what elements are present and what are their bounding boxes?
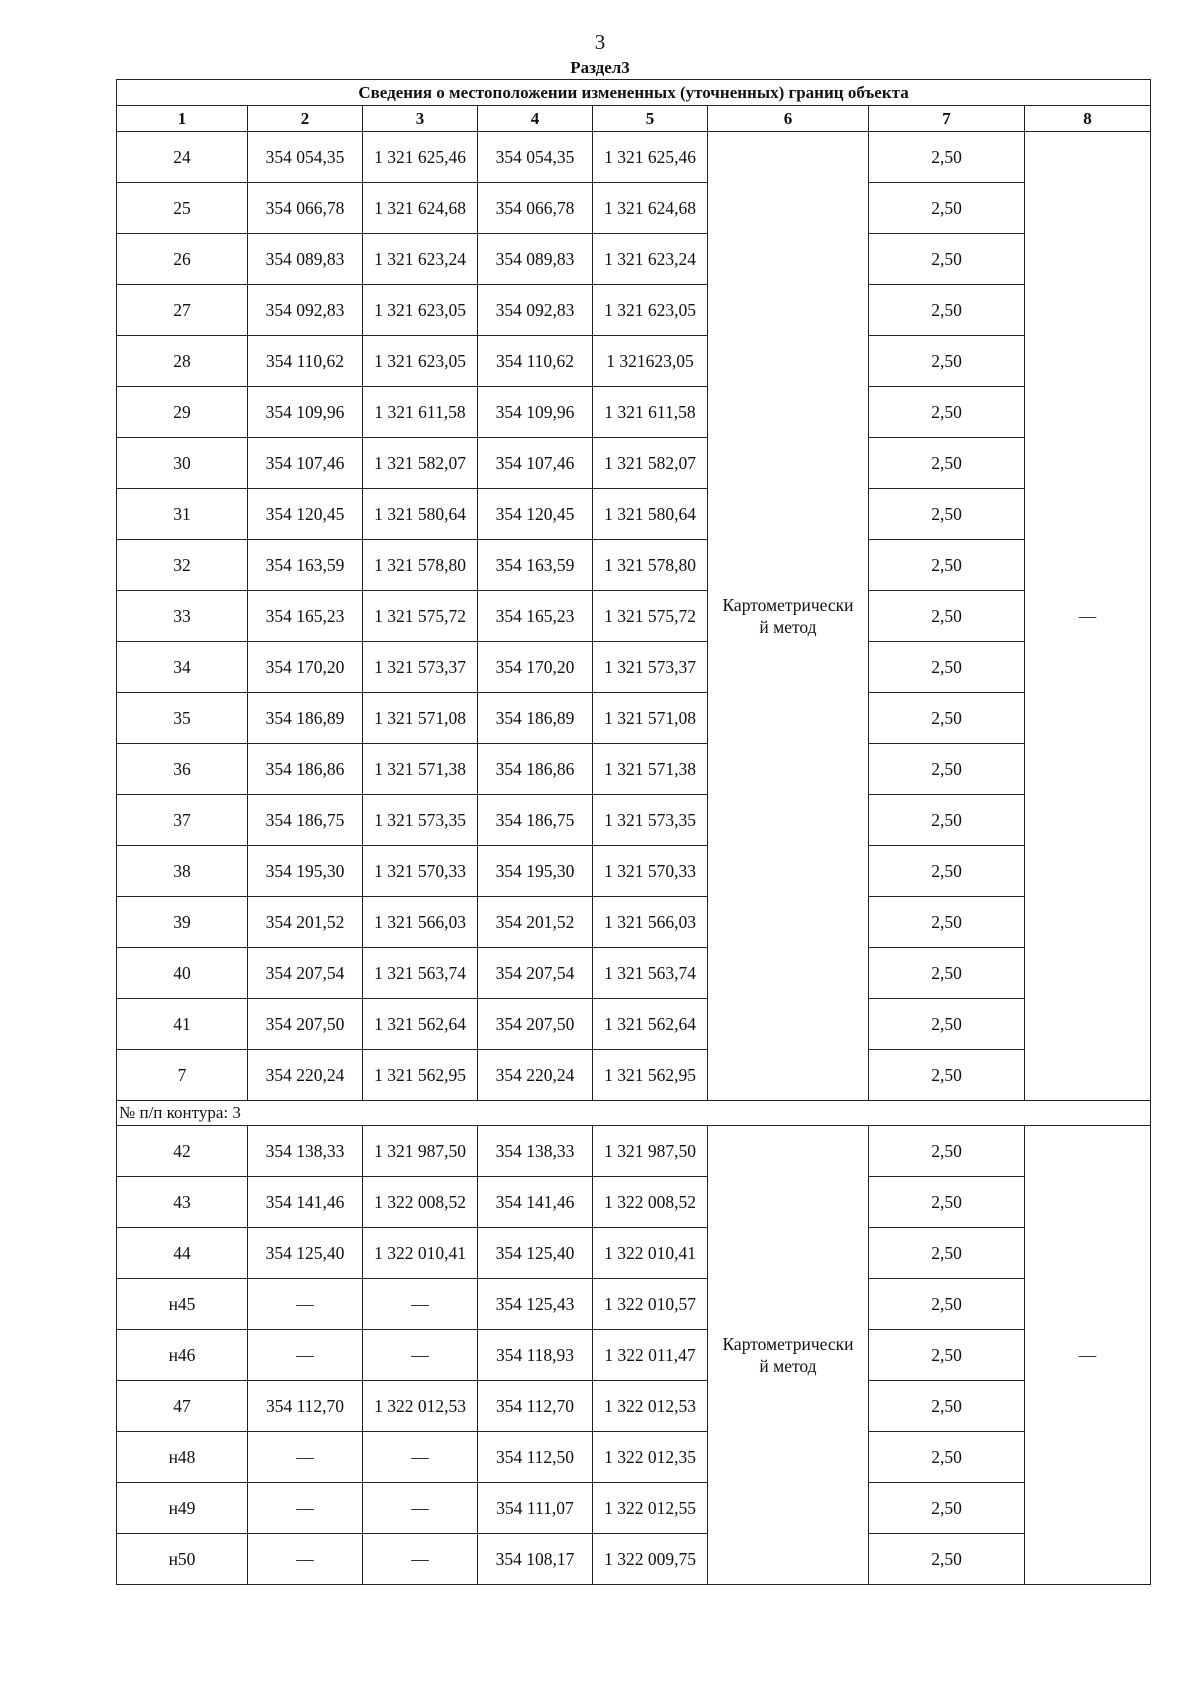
column-number: 1: [117, 106, 248, 132]
coord-x-updated: 354 207,50: [478, 999, 593, 1050]
coord-x-updated: 354 110,62: [478, 336, 593, 387]
table-row: [117, 846, 1151, 897]
table-row: [117, 948, 1151, 999]
table-row: [117, 183, 1151, 234]
coord-y-updated: 1 321 570,33: [593, 846, 708, 897]
precision-value: 2,50: [869, 591, 1025, 642]
coord-x-updated: 354 163,59: [478, 540, 593, 591]
table-row: [117, 1534, 1151, 1585]
table-row: [117, 234, 1151, 285]
precision-value: 2,50: [869, 693, 1025, 744]
coord-y-updated: 1 321 573,35: [593, 795, 708, 846]
coord-y-updated: 1 322 009,75: [593, 1534, 708, 1585]
coord-x-updated: 354 107,46: [478, 438, 593, 489]
table-row: [117, 591, 1151, 642]
coord-y-updated: 1 321 578,80: [593, 540, 708, 591]
coord-x-updated: 354 165,23: [478, 591, 593, 642]
point-number: н45: [117, 1279, 248, 1330]
coord-x-existing: 354 207,50: [248, 999, 363, 1050]
coord-x-existing: 354 112,70: [248, 1381, 363, 1432]
coord-x-existing: 354 138,33: [248, 1126, 363, 1177]
coord-x-updated: 354 125,40: [478, 1228, 593, 1279]
coord-x-existing: 354 110,62: [248, 336, 363, 387]
table-row: [117, 744, 1151, 795]
table-row: [117, 999, 1151, 1050]
coord-x-existing: 354 092,83: [248, 285, 363, 336]
point-number: 27: [117, 285, 248, 336]
coord-x-existing: 354 141,46: [248, 1177, 363, 1228]
point-number: 41: [117, 999, 248, 1050]
precision-value: 2,50: [869, 336, 1025, 387]
precision-value: 2,50: [869, 1177, 1025, 1228]
coord-x-existing: 354 165,23: [248, 591, 363, 642]
table-row: [117, 387, 1151, 438]
coord-y-existing: 1 322 008,52: [363, 1177, 478, 1228]
precision-value: 2,50: [869, 1534, 1025, 1585]
coord-y-existing: 1 321 623,24: [363, 234, 478, 285]
coord-y-updated: 1 322 010,57: [593, 1279, 708, 1330]
column-number: 7: [869, 106, 1025, 132]
coord-x-existing: —: [248, 1279, 363, 1330]
precision-value: 2,50: [869, 1381, 1025, 1432]
precision-value: 2,50: [869, 285, 1025, 336]
coord-y-existing: 1 321 623,05: [363, 336, 478, 387]
coord-y-existing: 1 321 566,03: [363, 897, 478, 948]
point-number: 28: [117, 336, 248, 387]
coord-x-updated: 354 141,46: [478, 1177, 593, 1228]
coord-y-updated: 1 321 562,95: [593, 1050, 708, 1101]
coord-x-updated: 354 195,30: [478, 846, 593, 897]
precision-value: 2,50: [869, 489, 1025, 540]
coord-x-updated: 354 220,24: [478, 1050, 593, 1101]
coord-x-existing: 354 125,40: [248, 1228, 363, 1279]
coord-x-existing: —: [248, 1432, 363, 1483]
coord-y-existing: 1 321 562,64: [363, 999, 478, 1050]
table-row: [117, 489, 1151, 540]
column-number: 8: [1025, 106, 1151, 132]
boundary-table: [116, 79, 1151, 1585]
coord-x-updated: 354 108,17: [478, 1534, 593, 1585]
coord-y-updated: 1 321 571,38: [593, 744, 708, 795]
coord-x-updated: 354 109,96: [478, 387, 593, 438]
table-row: [117, 1126, 1151, 1177]
column-number: 5: [593, 106, 708, 132]
coord-y-existing: 1 321 563,74: [363, 948, 478, 999]
precision-value: 2,50: [869, 540, 1025, 591]
coord-x-existing: —: [248, 1483, 363, 1534]
coord-x-existing: 354 107,46: [248, 438, 363, 489]
point-number: 33: [117, 591, 248, 642]
coord-y-existing: 1 321 571,38: [363, 744, 478, 795]
column-number: 4: [478, 106, 593, 132]
point-number: 34: [117, 642, 248, 693]
coord-x-updated: 354 201,52: [478, 897, 593, 948]
point-number: 40: [117, 948, 248, 999]
point-number: 25: [117, 183, 248, 234]
table-caption: Сведения о местоположении измененных (уточненных) границ объекта: [117, 80, 1151, 106]
table-row: [117, 285, 1151, 336]
coord-y-existing: —: [363, 1534, 478, 1585]
table-row: [117, 1432, 1151, 1483]
coord-y-updated: 1 321 571,08: [593, 693, 708, 744]
point-number: 29: [117, 387, 248, 438]
coord-y-existing: —: [363, 1330, 478, 1381]
coord-x-existing: 354 066,78: [248, 183, 363, 234]
precision-value: 2,50: [869, 1228, 1025, 1279]
coord-y-updated: 1 321 623,05: [593, 285, 708, 336]
note-cell: —: [1025, 1126, 1151, 1585]
coord-y-existing: 1 321 571,08: [363, 693, 478, 744]
column-number-row: [117, 106, 1151, 132]
point-number: 42: [117, 1126, 248, 1177]
coord-y-existing: 1 321 580,64: [363, 489, 478, 540]
table-row: [117, 795, 1151, 846]
precision-value: 2,50: [869, 183, 1025, 234]
point-number: 36: [117, 744, 248, 795]
coord-x-updated: 354 186,86: [478, 744, 593, 795]
coord-y-existing: 1 321 578,80: [363, 540, 478, 591]
point-number: 35: [117, 693, 248, 744]
coord-x-updated: 354 112,50: [478, 1432, 593, 1483]
point-number: 37: [117, 795, 248, 846]
point-number: 31: [117, 489, 248, 540]
coord-x-updated: 354 120,45: [478, 489, 593, 540]
coord-x-existing: —: [248, 1534, 363, 1585]
coord-x-updated: 354 125,43: [478, 1279, 593, 1330]
table-row: [117, 540, 1151, 591]
table-row: [117, 1177, 1151, 1228]
precision-value: 2,50: [869, 1330, 1025, 1381]
point-number: 44: [117, 1228, 248, 1279]
precision-value: 2,50: [869, 438, 1025, 489]
coord-y-updated: 1 322 010,41: [593, 1228, 708, 1279]
precision-value: 2,50: [869, 795, 1025, 846]
coord-y-updated: 1 321 582,07: [593, 438, 708, 489]
method-text-line2: й метод: [759, 1356, 817, 1376]
contour-row: [117, 1101, 1151, 1126]
contour-label: № п/п контура: 3: [117, 1101, 1151, 1126]
precision-value: 2,50: [869, 846, 1025, 897]
coord-x-existing: —: [248, 1330, 363, 1381]
coord-x-existing: 354 089,83: [248, 234, 363, 285]
coord-x-updated: 354 207,54: [478, 948, 593, 999]
coord-y-updated: 1 322 012,55: [593, 1483, 708, 1534]
coord-x-updated: 354 112,70: [478, 1381, 593, 1432]
coord-x-existing: 354 201,52: [248, 897, 363, 948]
note-cell: —: [1025, 132, 1151, 1101]
coord-x-updated: 354 089,83: [478, 234, 593, 285]
precision-value: 2,50: [869, 948, 1025, 999]
coord-y-updated: 1 321623,05: [593, 336, 708, 387]
table-row: [117, 132, 1151, 183]
point-number: 24: [117, 132, 248, 183]
coord-y-updated: 1 322 012,35: [593, 1432, 708, 1483]
point-number: н49: [117, 1483, 248, 1534]
coord-x-existing: 354 186,75: [248, 795, 363, 846]
coord-y-updated: 1 321 625,46: [593, 132, 708, 183]
table-row: [117, 1228, 1151, 1279]
coord-y-existing: 1 321 987,50: [363, 1126, 478, 1177]
coord-x-updated: 354 092,83: [478, 285, 593, 336]
precision-value: 2,50: [869, 1483, 1025, 1534]
point-number: 47: [117, 1381, 248, 1432]
table-row: [117, 1330, 1151, 1381]
table-row: [117, 1279, 1151, 1330]
coord-y-updated: 1 321 987,50: [593, 1126, 708, 1177]
point-number: 32: [117, 540, 248, 591]
coord-x-existing: 354 054,35: [248, 132, 363, 183]
coord-x-updated: 354 186,75: [478, 795, 593, 846]
column-number: 2: [248, 106, 363, 132]
coord-y-existing: 1 321 623,05: [363, 285, 478, 336]
column-number: 3: [363, 106, 478, 132]
coord-x-updated: 354 118,93: [478, 1330, 593, 1381]
point-number: н46: [117, 1330, 248, 1381]
coord-y-updated: 1 321 623,24: [593, 234, 708, 285]
table-row: [117, 693, 1151, 744]
coord-y-existing: 1 321 562,95: [363, 1050, 478, 1101]
table-row: [117, 336, 1151, 387]
table-row: [117, 897, 1151, 948]
coord-x-updated: 354 066,78: [478, 183, 593, 234]
method-cell: [708, 1126, 869, 1585]
coord-y-existing: 1 321 624,68: [363, 183, 478, 234]
method-cell: [708, 132, 869, 1101]
coord-y-updated: 1 321 573,37: [593, 642, 708, 693]
coord-x-updated: 354 138,33: [478, 1126, 593, 1177]
precision-value: 2,50: [869, 642, 1025, 693]
table-row: [117, 1050, 1151, 1101]
point-number: 7: [117, 1050, 248, 1101]
coord-y-updated: 1 322 008,52: [593, 1177, 708, 1228]
coord-y-existing: 1 322 012,53: [363, 1381, 478, 1432]
precision-value: 2,50: [869, 999, 1025, 1050]
coord-x-updated: 354 170,20: [478, 642, 593, 693]
method-text-line1: Картометрически: [722, 1334, 854, 1354]
method-text-line2: й метод: [759, 617, 817, 637]
precision-value: 2,50: [869, 1432, 1025, 1483]
coord-x-existing: 354 186,86: [248, 744, 363, 795]
precision-value: 2,50: [869, 897, 1025, 948]
point-number: 43: [117, 1177, 248, 1228]
coord-x-updated: 354 054,35: [478, 132, 593, 183]
coord-y-existing: —: [363, 1483, 478, 1534]
method-text-line1: Картометрически: [722, 595, 854, 615]
coord-x-existing: 354 170,20: [248, 642, 363, 693]
coord-y-updated: 1 322 011,47: [593, 1330, 708, 1381]
coord-y-existing: 1 322 010,41: [363, 1228, 478, 1279]
coord-x-existing: 354 163,59: [248, 540, 363, 591]
coord-x-updated: 354 186,89: [478, 693, 593, 744]
coord-y-existing: 1 321 573,35: [363, 795, 478, 846]
table-row: [117, 1381, 1151, 1432]
precision-value: 2,50: [869, 234, 1025, 285]
coord-x-updated: 354 111,07: [478, 1483, 593, 1534]
coord-y-existing: 1 321 575,72: [363, 591, 478, 642]
coord-y-updated: 1 321 563,74: [593, 948, 708, 999]
coord-x-existing: 354 220,24: [248, 1050, 363, 1101]
point-number: 26: [117, 234, 248, 285]
coord-y-existing: 1 321 573,37: [363, 642, 478, 693]
point-number: 38: [117, 846, 248, 897]
coord-y-existing: 1 321 625,46: [363, 132, 478, 183]
section-title: Раздел3: [570, 58, 630, 77]
precision-value: 2,50: [869, 387, 1025, 438]
point-number: н50: [117, 1534, 248, 1585]
point-number: 30: [117, 438, 248, 489]
column-number: 6: [708, 106, 869, 132]
coord-y-existing: 1 321 582,07: [363, 438, 478, 489]
precision-value: 2,50: [869, 1126, 1025, 1177]
coord-y-existing: 1 321 570,33: [363, 846, 478, 897]
coord-y-existing: 1 321 611,58: [363, 387, 478, 438]
coord-y-updated: 1 321 566,03: [593, 897, 708, 948]
precision-value: 2,50: [869, 744, 1025, 795]
page-number: 3: [594, 30, 606, 54]
precision-value: 2,50: [869, 132, 1025, 183]
coord-y-updated: 1 321 575,72: [593, 591, 708, 642]
table-row: [117, 642, 1151, 693]
table-row: [117, 438, 1151, 489]
table-row: [117, 1483, 1151, 1534]
coord-x-existing: 354 120,45: [248, 489, 363, 540]
coord-y-updated: 1 321 580,64: [593, 489, 708, 540]
coord-x-existing: 354 186,89: [248, 693, 363, 744]
coord-y-existing: —: [363, 1432, 478, 1483]
point-number: н48: [117, 1432, 248, 1483]
coord-y-updated: 1 322 012,53: [593, 1381, 708, 1432]
point-number: 39: [117, 897, 248, 948]
coord-x-existing: 354 207,54: [248, 948, 363, 999]
coord-y-updated: 1 321 611,58: [593, 387, 708, 438]
coord-y-updated: 1 321 624,68: [593, 183, 708, 234]
precision-value: 2,50: [869, 1279, 1025, 1330]
coord-y-existing: —: [363, 1279, 478, 1330]
coord-y-updated: 1 321 562,64: [593, 999, 708, 1050]
coord-x-existing: 354 195,30: [248, 846, 363, 897]
precision-value: 2,50: [869, 1050, 1025, 1101]
coord-x-existing: 354 109,96: [248, 387, 363, 438]
